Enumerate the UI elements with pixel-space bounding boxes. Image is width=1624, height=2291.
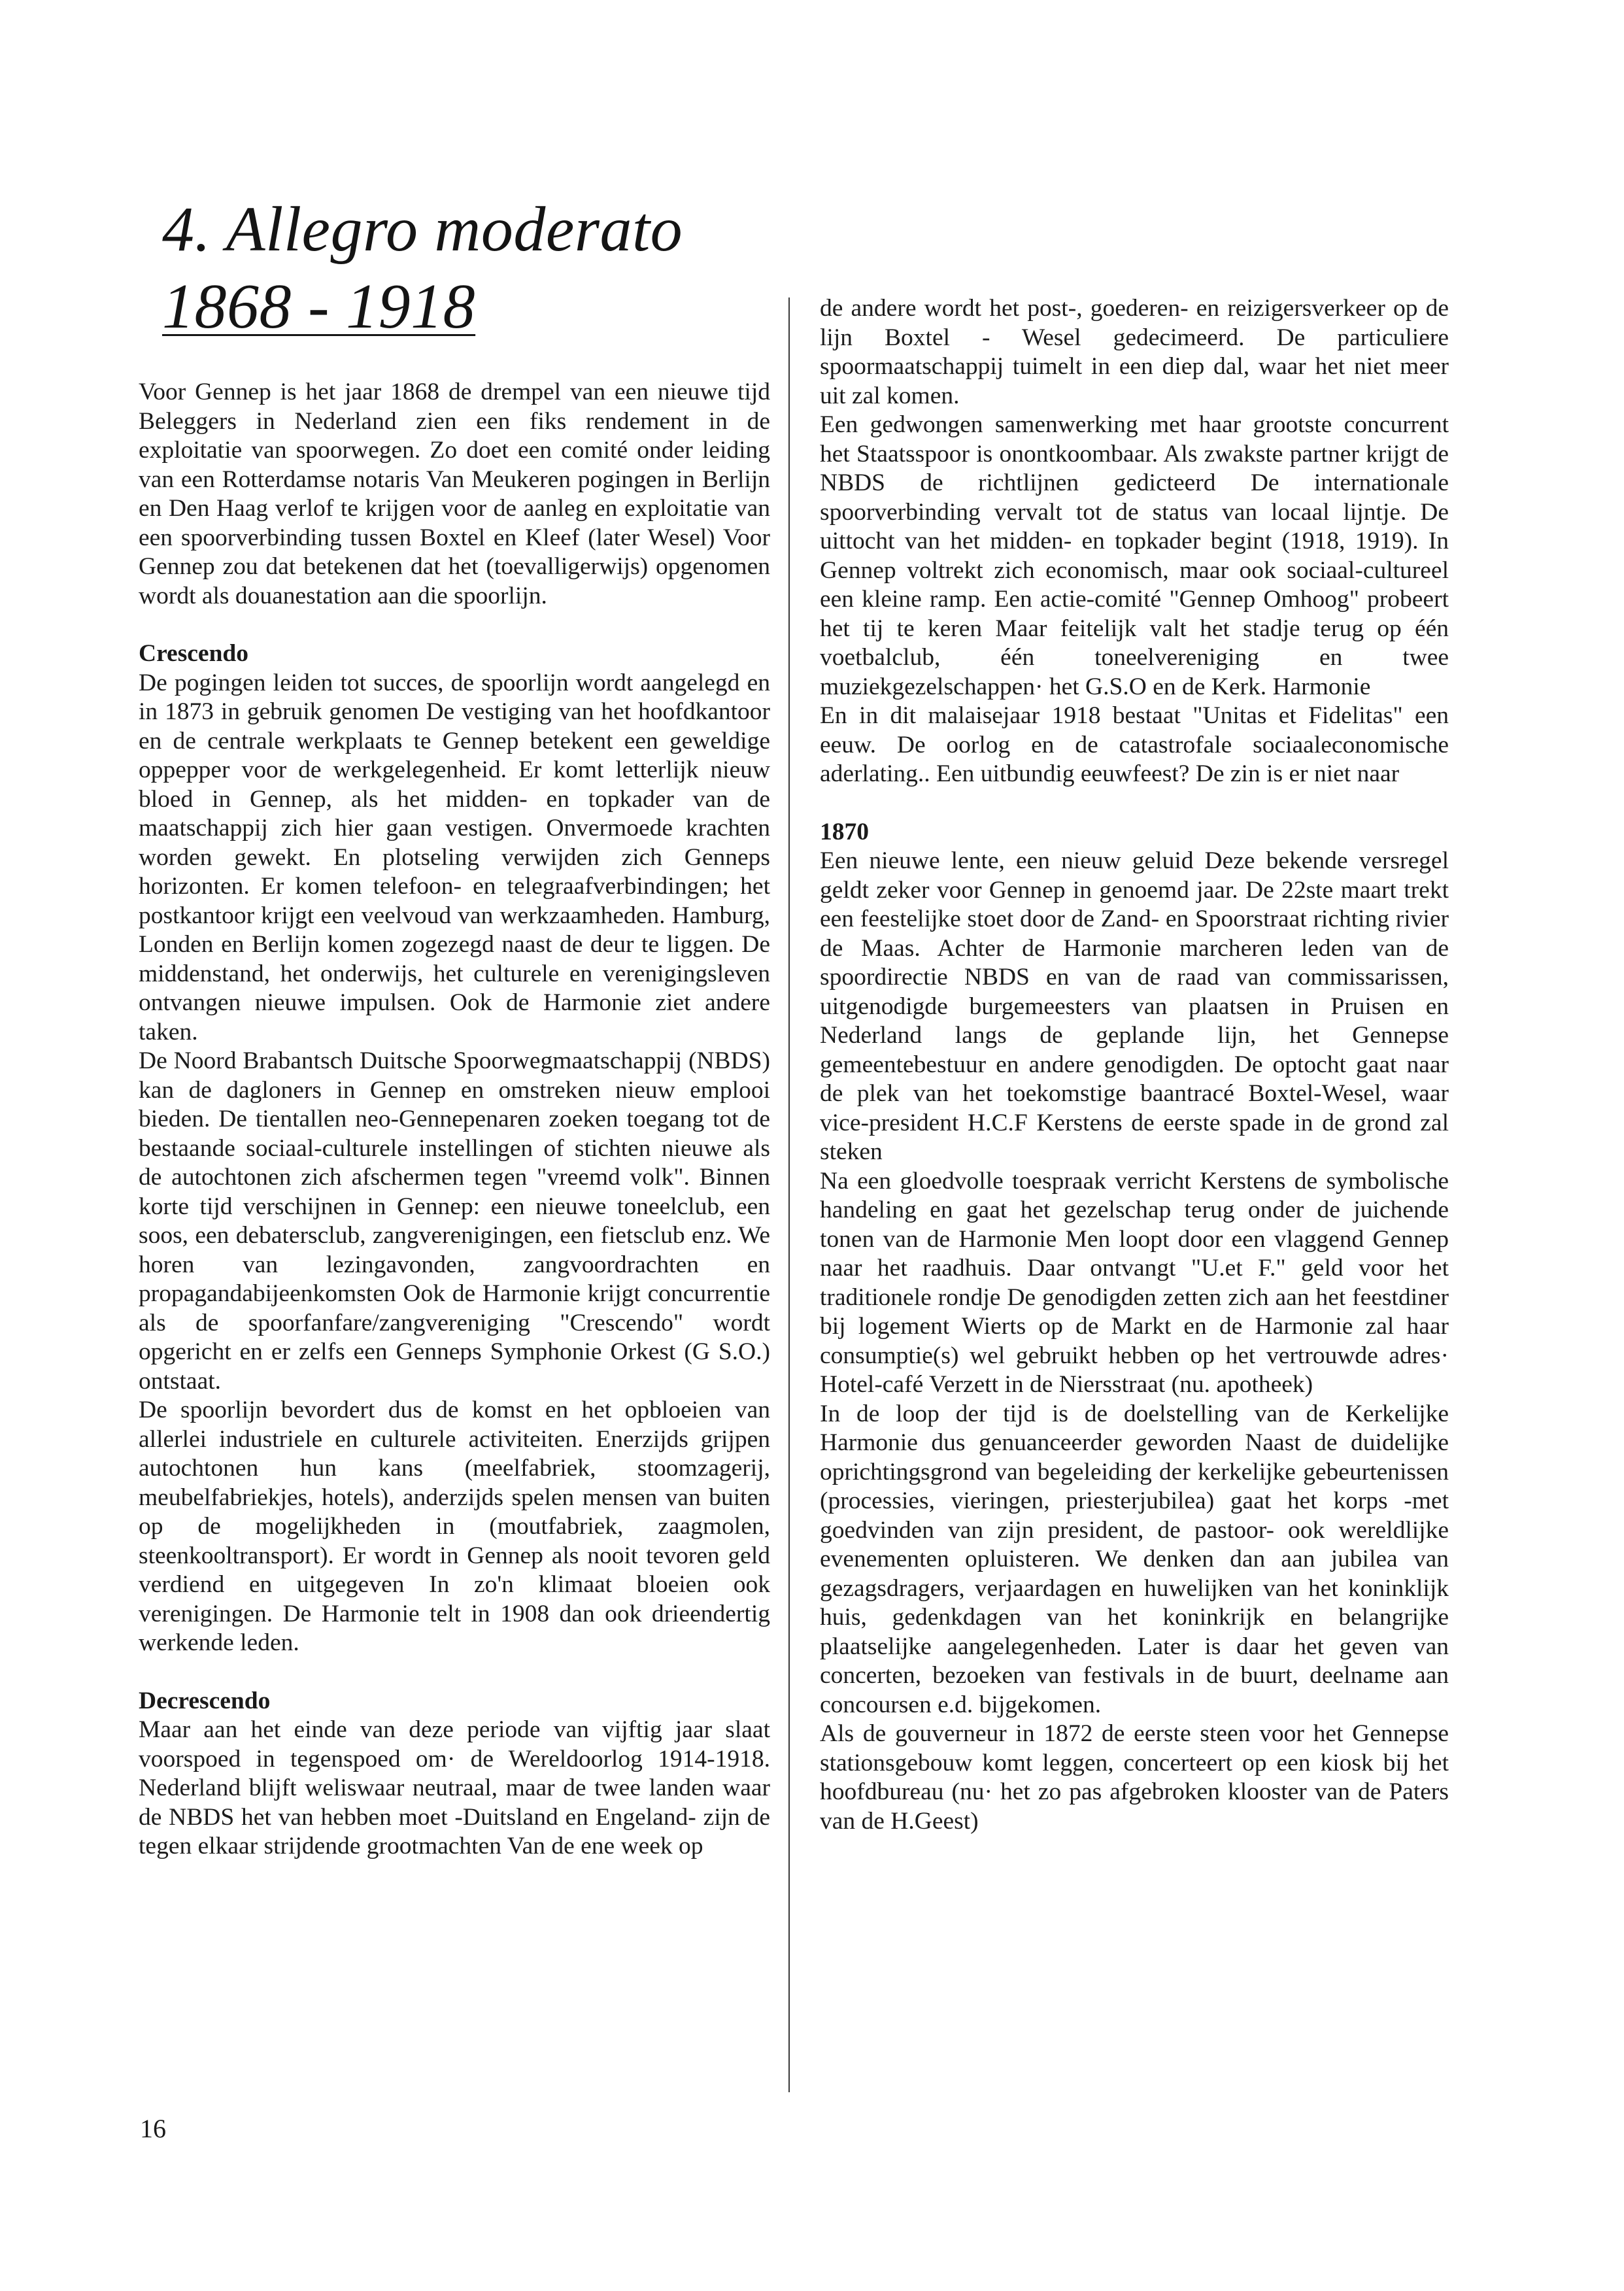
paragraph: Een nieuwe lente, een nieuw geluid Deze bekende versregel geldt zeker voor Gennep in genoemd jaar. De 22ste maart trekt een feestelijke stoet door de Zand- en Spoorstraat richting rivier de Maas. Achter de Harmonie marcheren leden van de spoordirectie NBDS en van de raad van commissarissen, uitgenodigde burgemeesters van plaatsen in Pruisen en Nederland langs de geplande lijn, het Gennepse gemeentebestuur en andere genodigden. De optocht gaat naar de plek van het toekomstige baantracé Boxtel-Wesel, waar vice-president H.C.F Kerstens de eerste spade in de grond zal steken [820,847,1449,1165]
chapter-years: 1868 - 1918 [162,271,476,342]
paragraph: Als de gouverneur in 1872 de eerste steen voor het Gennepse stationsgebouw komt leggen, concerteert op een kiosk bij het hoofdbureau (nu· het zo pas afgebroken klooster van de Paters van de H.Geest) [820,1720,1449,1835]
paragraph: De spoorlijn bevordert dus de komst en het opbloeien van allerlei industriele en culturele activiteiten. Enerzijds grijpen autochtonen hun kans (meelfabriek, stoomzagerij, meubelfabriekjes, hotels), anderzijds spelen mensen van buiten op de mogelijkheden in (moutfabriek, zaagmolen, steenkooltransport). Er wordt in Gennep als nooit tevoren geld verdiend en uitgegeven In zo'n klimaat bloeien ook verenigingen. De Harmonie telt in 1908 dan ook drieendertig werkende leden. [139,1397,770,1656]
chapter-title [162,191,683,345]
paragraph: Maar aan het einde van deze periode van vijftig jaar slaat voorspoed in tegenspoed om· de Wereldoorlog 1914-1918. Nederland blijft weliswaar neutraal, maar de twee landen waar de NBDS het van hebben moet -Duitsland en Engeland- zijn de tegen elkaar strijdende grootmachten Van de ene week op [139,1716,770,1859]
intro-paragraph: Voor Gennep is het jaar 1868 de drempel van een nieuwe tijd Beleggers in Nederland zien een fiks rendement in de exploitatie van spoorwegen. Zo doet een comité onder leiding van een Rotterdamse notaris Van Meukeren pogingen in Berlijn en Den Haag verlof te krijgen voor de aanleg en exploitatie van een spoorverbinding tussen Boxtel en Kleef (later Wesel) Voor Gennep zou dat betekenen dat het (toevalligerwijs) opgenomen wordt als douanestation aan die spoorlijn. [139,379,770,609]
page-number: 16 [140,2114,166,2143]
column-divider [788,297,790,2092]
paragraph: de andere wordt het post-, goederen- en reizigersverkeer op de lijn Boxtel - Wesel gedecimeerd. De particuliere spoormaatschappij tuimelt in een diep dal, waar het niet meer uit zal komen. [820,295,1449,409]
section-heading-decrescendo: Decrescendo [139,1687,271,1714]
left-column [139,378,770,1861]
paragraph: De Noord Brabantsch Duitsche Spoorwegmaatschappij (NBDS) kan de dagloners in Gennep en omstreken nieuw emplooi bieden. De tientallen neo-Gennepenaren zoeken toegang tot de bestaande sociaal-culturele instellingen of stichten nieuwe als de autochtonen zich afschermen tegen "vreemd volk". Binnen korte tijd verschijnen in Gennep: een nieuwe toneelclub, een soos, een debatersclub, zangverenigingen, een fietsclub enz. We horen van lezingavonden, zangvoordrachten en propagandabijeenkomsten Ook de Harmonie krijgt concurrentie als de spoorfanfare/zangvereniging "Crescendo" wordt opgericht en er zelfs een Genneps Symphonie Orkest (G S.O.) ontstaat. [139,1047,770,1395]
chapter-title-line: 4. Allegro moderato [162,194,683,265]
paragraph: De pogingen leiden tot succes, de spoorlijn wordt aangelegd en in 1873 in gebruik genomen De vestiging van het hoofdkantoor en de centrale werkplaats te Gennep betekent een geweldige oppepper voor de werkgelegenheid. Er komt letterlijk nieuw bloed in Gennep, als het midden- en topkader van de maatschappij zich hier gaan vestigen. Onvermoede krachten worden gewekt. En plotseling verwijden zich Genneps horizonten. Er komen telefoon- en telegraafverbindingen; het postkantoor krijgt een veelvoud van werkzaamheden. Hamburg, Londen en Berlijn komen zogezegd naast de deur te liggen. De middenstand, het onderwijs, het culturele en verenigingsleven ontvangen nieuwe impulsen. Ook de Harmonie ziet andere taken. [139,669,770,1045]
paragraph: In de loop der tijd is de doelstelling van de Kerkelijke Harmonie dus genuanceerder geworden Naast de duidelijke oprichtingsgrond van begeleiding der kerkelijke gebeurtenissen (processies, vieringen, priesterjubilea) gaat het korps -met goedvinden van zijn president, de pastoor- ook wereldlijke evenementen opluisteren. We denken dan aan jubilea van gezagsdragers, verjaardagen en huwelijken van het koninklijk huis, gedenkdagen van het koninkrijk en belangrijke plaatselijke aangelegenheden. Later is daar het geven van concerten, bezoeken van festivals in de buurt, deelname aan concoursen e.d. bijgekomen. [820,1400,1449,1718]
section-heading-1870: 1870 [820,818,869,845]
paragraph: Een gedwongen samenwerking met haar grootste concurrent het Staatsspoor is onontkoombaar. Als zwakste partner krijgt de NBDS de richtlijnen gedicteerd De internationale spoorverbinding vervalt tot de status van locaal lijntje. De uittocht van het midden- en topkader begint (1918, 1919). In Gennep voltrekt zich economisch, maar ook sociaal-cultureel een kleine ramp. Een actie-comité "Gennep Omhoog" probeert het tij te keren Maar feitelijk valt het stadje terug op één voetbalclub, één toneelvereniging en twee muziekgezelschappen· het G.S.O en de Kerk. Harmonie [820,411,1449,700]
section-heading-crescendo: Crescendo [139,640,249,667]
paragraph: En in dit malaisejaar 1918 bestaat "Unitas et Fidelitas" een eeuw. De oorlog en de catastrofale sociaaleconomische aderlating.. Een uitbundig eeuwfeest? De zin is er niet naar [820,702,1449,787]
right-column [820,294,1449,1836]
paragraph: Na een gloedvolle toespraak verricht Kerstens de symbolische handeling en gaat het gezelschap terug onder de juichende tonen van de Harmonie Men loopt door een vlaggend Gennep naar het raadhuis. Daar ontvangt "U.et F." geld voor het traditionele rondje De genodigden zetten zich aan het feestdiner bij logement Wierts op de Markt en de Harmonie zal haar consumptie(s) wel gebruikt hebben op het vertrouwde adres· Hotel-café Verzett in de Niersstraat (nu. apotheek) [820,1167,1449,1398]
